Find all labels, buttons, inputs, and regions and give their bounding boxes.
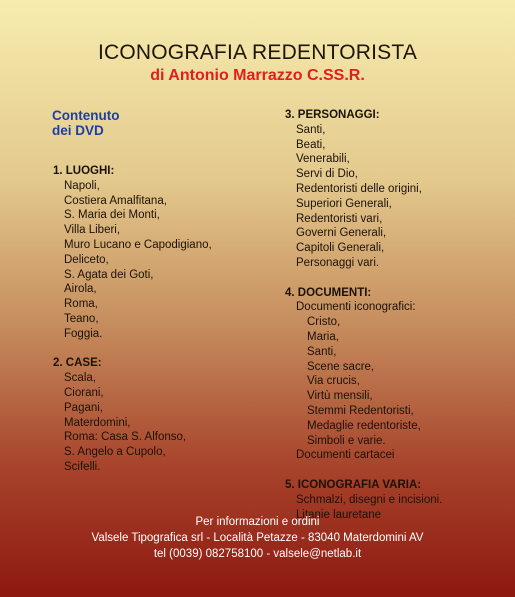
list-item: S. Maria dei Monti, [64, 209, 160, 222]
left-column [53, 164, 273, 475]
right-column [285, 108, 510, 522]
list-item: S. Angelo a Cupolo, [64, 446, 166, 459]
list-item: Venerabili, [296, 153, 350, 166]
list-item: Simboli e varie. [307, 434, 386, 447]
page-title: ICONOGRAFIA REDENTORISTA [97, 41, 418, 64]
list-item: Virtù mensili, [307, 390, 373, 403]
list-item: Capitoli Generali, [296, 242, 385, 255]
list-item: Governi Generali, [296, 227, 387, 240]
section-items [285, 300, 510, 315]
list-item: Redentoristi vari, [296, 212, 383, 225]
contents-heading-line-1: Contenuto [52, 108, 120, 123]
list-item: Schmalzi, disegni e incisioni. [296, 493, 443, 506]
footer-line-info: Per informazioni e ordini [195, 516, 320, 528]
footer-line-address: Valsele Tipografica srl - Località Petazze - 83040 Materdomini AV [91, 532, 424, 544]
section-heading: 2. CASE: [53, 357, 102, 370]
list-item: Foggia. [64, 327, 103, 340]
list-item: Superiori Generali, [296, 197, 392, 210]
list-item: Servi di Dio, [296, 168, 358, 181]
section-case [53, 356, 273, 474]
section-items [53, 179, 273, 342]
list-item: Documenti iconografici: [296, 301, 416, 314]
list-item: Deliceto, [64, 253, 109, 266]
list-item: Villa Liberi, [64, 224, 121, 237]
list-item: Cristo, [307, 316, 341, 329]
list-item: Documenti cartacei [296, 449, 395, 462]
list-item: Airola, [64, 283, 97, 296]
list-item: Roma: Casa S. Alfonso, [64, 431, 187, 444]
list-item: Redentoristi delle origini, [296, 182, 422, 195]
list-item: Scene sacre, [307, 360, 375, 373]
list-item: Muro Lucano e Capodigiano, [64, 238, 212, 251]
list-item: S. Agata dei Goti, [64, 268, 154, 281]
contact-footer [0, 514, 515, 562]
section-items [53, 371, 273, 475]
list-item: Medaglie redentoriste, [307, 419, 421, 432]
list-item: Pagani, [64, 401, 104, 414]
list-item: Beati, [296, 138, 326, 151]
list-item: Maria, [307, 330, 339, 343]
section-items [285, 448, 510, 463]
list-item: Costiera Amalfitana, [64, 194, 167, 207]
list-item: Scala, [64, 372, 96, 385]
list-item: Roma, [64, 298, 98, 311]
list-item: Teano, [64, 312, 99, 325]
section-personaggi [285, 108, 510, 271]
section-items [285, 123, 510, 271]
author-subtitle: di Antonio Marrazzo C.SS.R. [150, 67, 365, 84]
section-heading: 4. DOCUMENTI: [285, 286, 372, 299]
section-documenti [285, 286, 510, 464]
list-item: Scifelli. [64, 460, 101, 473]
list-item: Stemmi Redentoristi, [307, 404, 414, 417]
list-item: Santi, [307, 345, 337, 358]
list-item: Ciorani, [64, 386, 104, 399]
list-item: Napoli, [64, 179, 100, 192]
section-heading: 5. ICONOGRAFIA VARIA: [285, 478, 422, 491]
section-heading: 1. LUOGHI: [53, 165, 115, 177]
list-item: Litanie lauretane [296, 508, 382, 521]
section-heading: 3. PERSONAGGI: [285, 109, 380, 121]
list-item: Materdomini, [64, 416, 131, 429]
list-item: Via crucis, [307, 375, 360, 388]
list-item: Personaggi vari. [296, 256, 380, 269]
footer-line-contact: tel (0039) 082758100 - valsele@netlab.it [153, 548, 362, 560]
section-luoghi [53, 164, 273, 342]
list-item: Santi, [296, 123, 326, 136]
contents-heading [52, 108, 119, 138]
section-sub-items [285, 315, 510, 448]
contents-heading-line-2: dei DVD [52, 123, 104, 138]
